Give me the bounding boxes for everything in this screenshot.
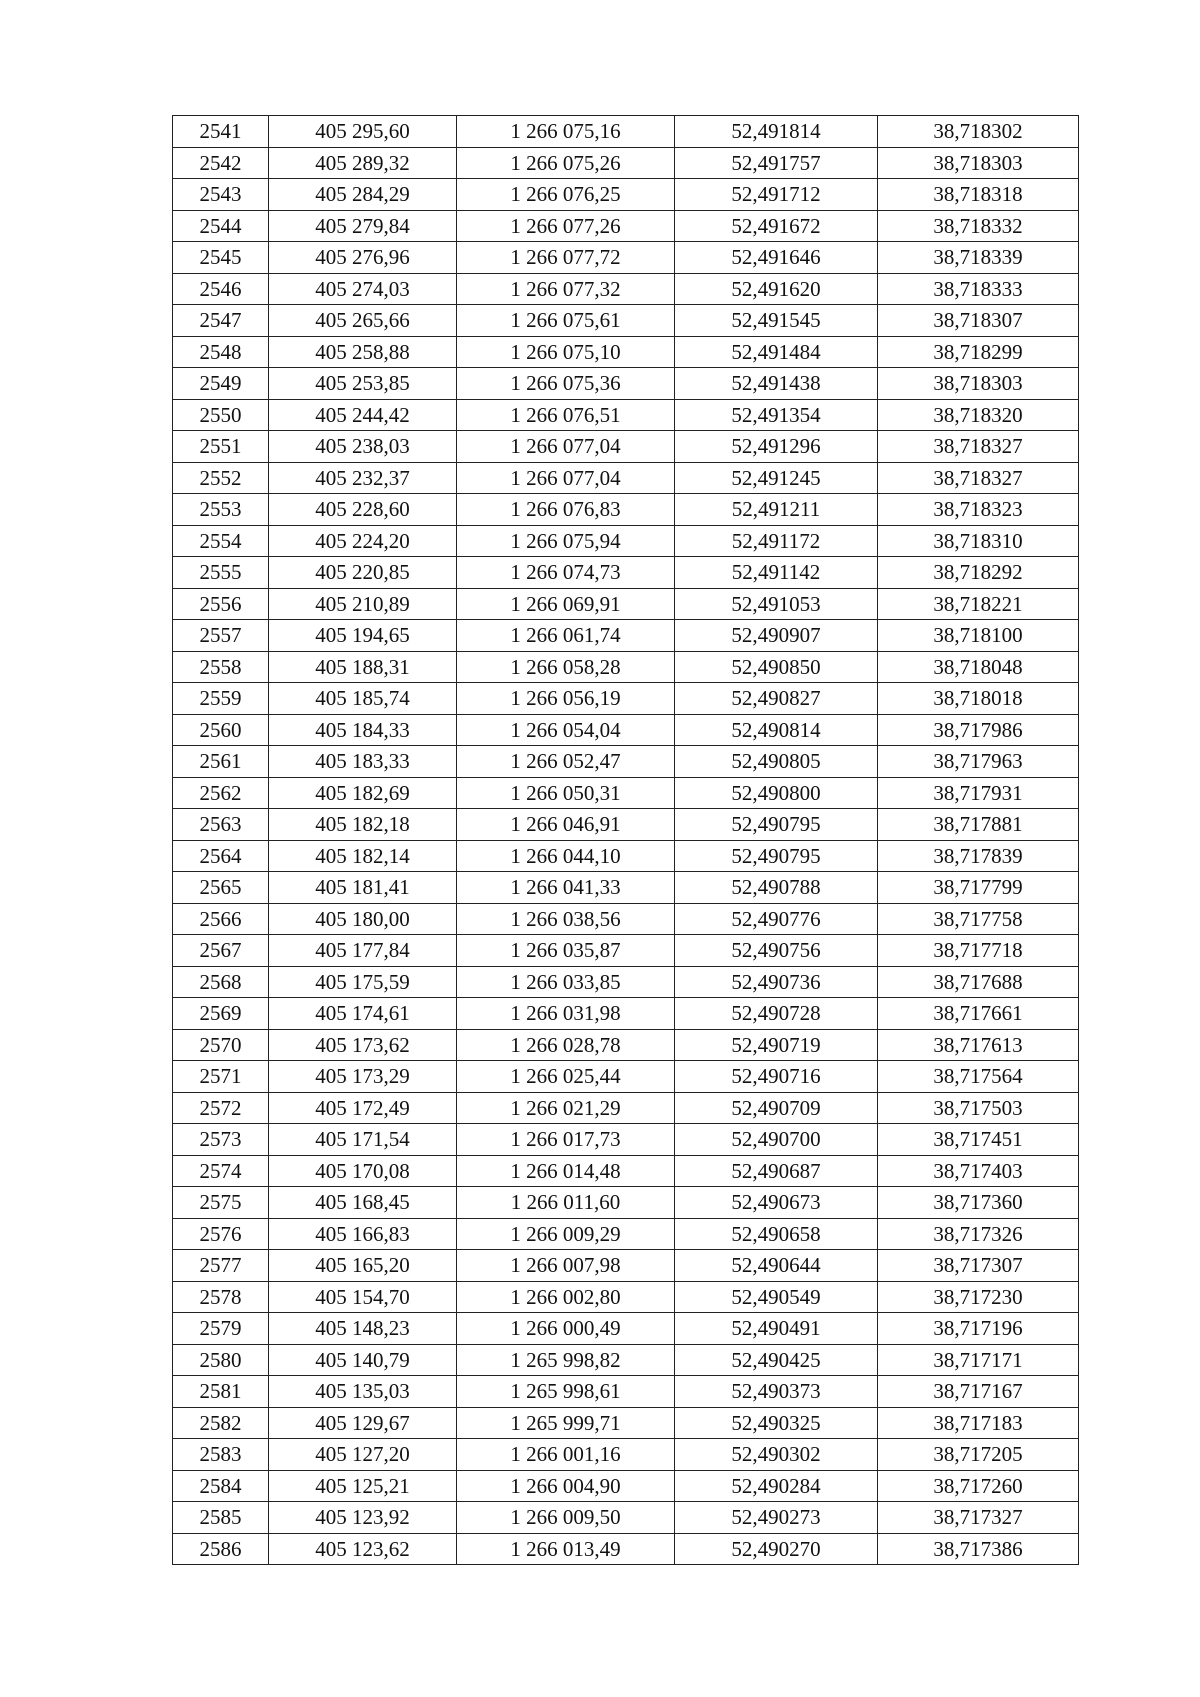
x-coordinate-cell: 405 210,89: [269, 588, 457, 620]
longitude-cell: 38,718221: [878, 588, 1079, 620]
latitude-cell: 52,490325: [675, 1407, 878, 1439]
point-number-cell: 2557: [173, 620, 269, 652]
y-coordinate-cell: 1 266 074,73: [457, 557, 675, 589]
longitude-cell: 38,718292: [878, 557, 1079, 589]
y-coordinate-cell: 1 266 041,33: [457, 872, 675, 904]
table-row: [173, 651, 1079, 683]
point-number-cell: 2585: [173, 1502, 269, 1534]
latitude-cell: 52,491142: [675, 557, 878, 589]
table-row: [173, 1029, 1079, 1061]
point-number-cell: 2564: [173, 840, 269, 872]
point-number-cell: 2577: [173, 1250, 269, 1282]
point-number-cell: 2569: [173, 998, 269, 1030]
longitude-cell: 38,717205: [878, 1439, 1079, 1471]
point-number-cell: 2566: [173, 903, 269, 935]
x-coordinate-cell: 405 154,70: [269, 1281, 457, 1313]
latitude-cell: 52,490425: [675, 1344, 878, 1376]
point-number-cell: 2553: [173, 494, 269, 526]
y-coordinate-cell: 1 265 998,61: [457, 1376, 675, 1408]
table-row: [173, 1533, 1079, 1565]
y-coordinate-cell: 1 266 075,94: [457, 525, 675, 557]
y-coordinate-cell: 1 266 031,98: [457, 998, 675, 1030]
y-coordinate-cell: 1 266 033,85: [457, 966, 675, 998]
latitude-cell: 52,490788: [675, 872, 878, 904]
longitude-cell: 38,717564: [878, 1061, 1079, 1093]
latitude-cell: 52,491712: [675, 179, 878, 211]
y-coordinate-cell: 1 266 075,61: [457, 305, 675, 337]
point-number-cell: 2542: [173, 147, 269, 179]
table-row: [173, 1313, 1079, 1345]
x-coordinate-cell: 405 258,88: [269, 336, 457, 368]
point-number-cell: 2551: [173, 431, 269, 463]
table-row: [173, 714, 1079, 746]
point-number-cell: 2558: [173, 651, 269, 683]
x-coordinate-cell: 405 182,14: [269, 840, 457, 872]
x-coordinate-cell: 405 174,61: [269, 998, 457, 1030]
y-coordinate-cell: 1 266 076,51: [457, 399, 675, 431]
longitude-cell: 38,718299: [878, 336, 1079, 368]
y-coordinate-cell: 1 266 077,26: [457, 210, 675, 242]
x-coordinate-cell: 405 276,96: [269, 242, 457, 274]
table-row: [173, 1250, 1079, 1282]
table-row: [173, 494, 1079, 526]
table-row: [173, 273, 1079, 305]
table-row: [173, 1376, 1079, 1408]
y-coordinate-cell: 1 266 077,04: [457, 431, 675, 463]
x-coordinate-cell: 405 188,31: [269, 651, 457, 683]
y-coordinate-cell: 1 266 058,28: [457, 651, 675, 683]
y-coordinate-cell: 1 266 009,29: [457, 1218, 675, 1250]
point-number-cell: 2563: [173, 809, 269, 841]
point-number-cell: 2560: [173, 714, 269, 746]
longitude-cell: 38,718323: [878, 494, 1079, 526]
latitude-cell: 52,490800: [675, 777, 878, 809]
longitude-cell: 38,717688: [878, 966, 1079, 998]
point-number-cell: 2583: [173, 1439, 269, 1471]
table-row: [173, 336, 1079, 368]
table-row: [173, 746, 1079, 778]
x-coordinate-cell: 405 123,92: [269, 1502, 457, 1534]
x-coordinate-cell: 405 185,74: [269, 683, 457, 715]
point-number-cell: 2543: [173, 179, 269, 211]
y-coordinate-cell: 1 266 075,36: [457, 368, 675, 400]
x-coordinate-cell: 405 168,45: [269, 1187, 457, 1219]
latitude-cell: 52,490814: [675, 714, 878, 746]
latitude-cell: 52,491484: [675, 336, 878, 368]
latitude-cell: 52,490373: [675, 1376, 878, 1408]
longitude-cell: 38,717613: [878, 1029, 1079, 1061]
longitude-cell: 38,718332: [878, 210, 1079, 242]
latitude-cell: 52,490673: [675, 1187, 878, 1219]
longitude-cell: 38,717183: [878, 1407, 1079, 1439]
y-coordinate-cell: 1 265 999,71: [457, 1407, 675, 1439]
point-number-cell: 2561: [173, 746, 269, 778]
x-coordinate-cell: 405 183,33: [269, 746, 457, 778]
x-coordinate-cell: 405 238,03: [269, 431, 457, 463]
y-coordinate-cell: 1 266 069,91: [457, 588, 675, 620]
longitude-cell: 38,717196: [878, 1313, 1079, 1345]
latitude-cell: 52,490700: [675, 1124, 878, 1156]
point-number-cell: 2568: [173, 966, 269, 998]
table-row: [173, 1155, 1079, 1187]
latitude-cell: 52,490709: [675, 1092, 878, 1124]
table-row: [173, 998, 1079, 1030]
latitude-cell: 52,490284: [675, 1470, 878, 1502]
y-coordinate-cell: 1 266 077,32: [457, 273, 675, 305]
latitude-cell: 52,490795: [675, 840, 878, 872]
table-row: [173, 399, 1079, 431]
y-coordinate-cell: 1 266 052,47: [457, 746, 675, 778]
point-number-cell: 2546: [173, 273, 269, 305]
table-row: [173, 683, 1079, 715]
longitude-cell: 38,718327: [878, 462, 1079, 494]
y-coordinate-cell: 1 266 077,04: [457, 462, 675, 494]
longitude-cell: 38,717839: [878, 840, 1079, 872]
point-number-cell: 2586: [173, 1533, 269, 1565]
table-row: [173, 1439, 1079, 1471]
latitude-cell: 52,490776: [675, 903, 878, 935]
latitude-cell: 52,490273: [675, 1502, 878, 1534]
y-coordinate-cell: 1 266 075,16: [457, 116, 675, 148]
table-row: [173, 305, 1079, 337]
x-coordinate-cell: 405 220,85: [269, 557, 457, 589]
longitude-cell: 38,717326: [878, 1218, 1079, 1250]
table-row: [173, 179, 1079, 211]
x-coordinate-cell: 405 289,32: [269, 147, 457, 179]
x-coordinate-cell: 405 295,60: [269, 116, 457, 148]
latitude-cell: 52,491757: [675, 147, 878, 179]
x-coordinate-cell: 405 125,21: [269, 1470, 457, 1502]
coordinates-table: [172, 115, 1079, 1565]
point-number-cell: 2544: [173, 210, 269, 242]
point-number-cell: 2567: [173, 935, 269, 967]
longitude-cell: 38,717260: [878, 1470, 1079, 1502]
latitude-cell: 52,491620: [675, 273, 878, 305]
longitude-cell: 38,718100: [878, 620, 1079, 652]
latitude-cell: 52,490805: [675, 746, 878, 778]
x-coordinate-cell: 405 173,29: [269, 1061, 457, 1093]
longitude-cell: 38,718333: [878, 273, 1079, 305]
x-coordinate-cell: 405 175,59: [269, 966, 457, 998]
y-coordinate-cell: 1 266 054,04: [457, 714, 675, 746]
y-coordinate-cell: 1 266 002,80: [457, 1281, 675, 1313]
table-row: [173, 620, 1079, 652]
longitude-cell: 38,718320: [878, 399, 1079, 431]
point-number-cell: 2581: [173, 1376, 269, 1408]
point-number-cell: 2570: [173, 1029, 269, 1061]
y-coordinate-cell: 1 266 075,26: [457, 147, 675, 179]
longitude-cell: 38,717403: [878, 1155, 1079, 1187]
latitude-cell: 52,491211: [675, 494, 878, 526]
latitude-cell: 52,490728: [675, 998, 878, 1030]
y-coordinate-cell: 1 266 021,29: [457, 1092, 675, 1124]
latitude-cell: 52,491545: [675, 305, 878, 337]
x-coordinate-cell: 405 181,41: [269, 872, 457, 904]
point-number-cell: 2556: [173, 588, 269, 620]
x-coordinate-cell: 405 232,37: [269, 462, 457, 494]
point-number-cell: 2555: [173, 557, 269, 589]
point-number-cell: 2582: [173, 1407, 269, 1439]
x-coordinate-cell: 405 123,62: [269, 1533, 457, 1565]
latitude-cell: 52,490491: [675, 1313, 878, 1345]
longitude-cell: 38,718303: [878, 147, 1079, 179]
x-coordinate-cell: 405 224,20: [269, 525, 457, 557]
latitude-cell: 52,491354: [675, 399, 878, 431]
latitude-cell: 52,491438: [675, 368, 878, 400]
y-coordinate-cell: 1 266 061,74: [457, 620, 675, 652]
y-coordinate-cell: 1 266 046,91: [457, 809, 675, 841]
x-coordinate-cell: 405 284,29: [269, 179, 457, 211]
point-number-cell: 2573: [173, 1124, 269, 1156]
table-row: [173, 840, 1079, 872]
longitude-cell: 38,717799: [878, 872, 1079, 904]
latitude-cell: 52,490549: [675, 1281, 878, 1313]
latitude-cell: 52,491053: [675, 588, 878, 620]
latitude-cell: 52,490756: [675, 935, 878, 967]
point-number-cell: 2547: [173, 305, 269, 337]
longitude-cell: 38,717167: [878, 1376, 1079, 1408]
latitude-cell: 52,490827: [675, 683, 878, 715]
point-number-cell: 2579: [173, 1313, 269, 1345]
longitude-cell: 38,717327: [878, 1502, 1079, 1534]
x-coordinate-cell: 405 177,84: [269, 935, 457, 967]
longitude-cell: 38,718048: [878, 651, 1079, 683]
latitude-cell: 52,490736: [675, 966, 878, 998]
longitude-cell: 38,717230: [878, 1281, 1079, 1313]
longitude-cell: 38,718018: [878, 683, 1079, 715]
x-coordinate-cell: 405 173,62: [269, 1029, 457, 1061]
x-coordinate-cell: 405 170,08: [269, 1155, 457, 1187]
latitude-cell: 52,490907: [675, 620, 878, 652]
table-row: [173, 588, 1079, 620]
longitude-cell: 38,717307: [878, 1250, 1079, 1282]
x-coordinate-cell: 405 172,49: [269, 1092, 457, 1124]
y-coordinate-cell: 1 265 998,82: [457, 1344, 675, 1376]
longitude-cell: 38,717986: [878, 714, 1079, 746]
table-row: [173, 809, 1079, 841]
longitude-cell: 38,718302: [878, 116, 1079, 148]
latitude-cell: 52,490687: [675, 1155, 878, 1187]
latitude-cell: 52,490302: [675, 1439, 878, 1471]
x-coordinate-cell: 405 135,03: [269, 1376, 457, 1408]
x-coordinate-cell: 405 180,00: [269, 903, 457, 935]
point-number-cell: 2548: [173, 336, 269, 368]
coordinates-table-body: [173, 116, 1079, 1565]
latitude-cell: 52,491245: [675, 462, 878, 494]
point-number-cell: 2584: [173, 1470, 269, 1502]
x-coordinate-cell: 405 194,65: [269, 620, 457, 652]
point-number-cell: 2572: [173, 1092, 269, 1124]
point-number-cell: 2574: [173, 1155, 269, 1187]
point-number-cell: 2562: [173, 777, 269, 809]
table-row: [173, 368, 1079, 400]
y-coordinate-cell: 1 266 011,60: [457, 1187, 675, 1219]
x-coordinate-cell: 405 279,84: [269, 210, 457, 242]
x-coordinate-cell: 405 274,03: [269, 273, 457, 305]
latitude-cell: 52,490716: [675, 1061, 878, 1093]
longitude-cell: 38,717661: [878, 998, 1079, 1030]
point-number-cell: 2576: [173, 1218, 269, 1250]
point-number-cell: 2575: [173, 1187, 269, 1219]
y-coordinate-cell: 1 266 028,78: [457, 1029, 675, 1061]
latitude-cell: 52,491672: [675, 210, 878, 242]
x-coordinate-cell: 405 228,60: [269, 494, 457, 526]
y-coordinate-cell: 1 266 056,19: [457, 683, 675, 715]
longitude-cell: 38,717718: [878, 935, 1079, 967]
point-number-cell: 2550: [173, 399, 269, 431]
table-row: [173, 1281, 1079, 1313]
longitude-cell: 38,718327: [878, 431, 1079, 463]
y-coordinate-cell: 1 266 038,56: [457, 903, 675, 935]
y-coordinate-cell: 1 266 044,10: [457, 840, 675, 872]
table-row: [173, 525, 1079, 557]
y-coordinate-cell: 1 266 013,49: [457, 1533, 675, 1565]
longitude-cell: 38,717451: [878, 1124, 1079, 1156]
x-coordinate-cell: 405 182,18: [269, 809, 457, 841]
x-coordinate-cell: 405 182,69: [269, 777, 457, 809]
table-row: [173, 1092, 1079, 1124]
point-number-cell: 2559: [173, 683, 269, 715]
latitude-cell: 52,490850: [675, 651, 878, 683]
table-row: [173, 431, 1079, 463]
x-coordinate-cell: 405 165,20: [269, 1250, 457, 1282]
y-coordinate-cell: 1 266 014,48: [457, 1155, 675, 1187]
point-number-cell: 2578: [173, 1281, 269, 1313]
latitude-cell: 52,491172: [675, 525, 878, 557]
point-number-cell: 2549: [173, 368, 269, 400]
table-row: [173, 777, 1079, 809]
latitude-cell: 52,491814: [675, 116, 878, 148]
y-coordinate-cell: 1 266 007,98: [457, 1250, 675, 1282]
table-row: [173, 935, 1079, 967]
longitude-cell: 38,717963: [878, 746, 1079, 778]
x-coordinate-cell: 405 265,66: [269, 305, 457, 337]
longitude-cell: 38,717881: [878, 809, 1079, 841]
x-coordinate-cell: 405 129,67: [269, 1407, 457, 1439]
point-number-cell: 2541: [173, 116, 269, 148]
longitude-cell: 38,718303: [878, 368, 1079, 400]
x-coordinate-cell: 405 140,79: [269, 1344, 457, 1376]
longitude-cell: 38,717386: [878, 1533, 1079, 1565]
table-row: [173, 1407, 1079, 1439]
point-number-cell: 2565: [173, 872, 269, 904]
table-row: [173, 903, 1079, 935]
y-coordinate-cell: 1 266 077,72: [457, 242, 675, 274]
longitude-cell: 38,717758: [878, 903, 1079, 935]
table-row: [173, 872, 1079, 904]
longitude-cell: 38,718339: [878, 242, 1079, 274]
y-coordinate-cell: 1 266 001,16: [457, 1439, 675, 1471]
x-coordinate-cell: 405 148,23: [269, 1313, 457, 1345]
table-row: [173, 116, 1079, 148]
longitude-cell: 38,717931: [878, 777, 1079, 809]
table-row: [173, 1187, 1079, 1219]
point-number-cell: 2545: [173, 242, 269, 274]
y-coordinate-cell: 1 266 004,90: [457, 1470, 675, 1502]
table-row: [173, 1218, 1079, 1250]
x-coordinate-cell: 405 184,33: [269, 714, 457, 746]
point-number-cell: 2571: [173, 1061, 269, 1093]
longitude-cell: 38,717360: [878, 1187, 1079, 1219]
point-number-cell: 2554: [173, 525, 269, 557]
x-coordinate-cell: 405 166,83: [269, 1218, 457, 1250]
table-row: [173, 1502, 1079, 1534]
latitude-cell: 52,491646: [675, 242, 878, 274]
table-row: [173, 462, 1079, 494]
y-coordinate-cell: 1 266 050,31: [457, 777, 675, 809]
y-coordinate-cell: 1 266 017,73: [457, 1124, 675, 1156]
longitude-cell: 38,718310: [878, 525, 1079, 557]
latitude-cell: 52,490795: [675, 809, 878, 841]
latitude-cell: 52,490270: [675, 1533, 878, 1565]
x-coordinate-cell: 405 127,20: [269, 1439, 457, 1471]
point-number-cell: 2580: [173, 1344, 269, 1376]
y-coordinate-cell: 1 266 075,10: [457, 336, 675, 368]
table-row: [173, 557, 1079, 589]
longitude-cell: 38,717171: [878, 1344, 1079, 1376]
table-row: [173, 1470, 1079, 1502]
latitude-cell: 52,491296: [675, 431, 878, 463]
x-coordinate-cell: 405 171,54: [269, 1124, 457, 1156]
latitude-cell: 52,490719: [675, 1029, 878, 1061]
longitude-cell: 38,718307: [878, 305, 1079, 337]
latitude-cell: 52,490658: [675, 1218, 878, 1250]
y-coordinate-cell: 1 266 035,87: [457, 935, 675, 967]
x-coordinate-cell: 405 253,85: [269, 368, 457, 400]
point-number-cell: 2552: [173, 462, 269, 494]
x-coordinate-cell: 405 244,42: [269, 399, 457, 431]
table-row: [173, 1061, 1079, 1093]
table-row: [173, 1344, 1079, 1376]
table-row: [173, 242, 1079, 274]
latitude-cell: 52,490644: [675, 1250, 878, 1282]
longitude-cell: 38,718318: [878, 179, 1079, 211]
y-coordinate-cell: 1 266 076,83: [457, 494, 675, 526]
table-row: [173, 966, 1079, 998]
y-coordinate-cell: 1 266 025,44: [457, 1061, 675, 1093]
longitude-cell: 38,717503: [878, 1092, 1079, 1124]
y-coordinate-cell: 1 266 000,49: [457, 1313, 675, 1345]
table-row: [173, 210, 1079, 242]
y-coordinate-cell: 1 266 076,25: [457, 179, 675, 211]
table-row: [173, 147, 1079, 179]
table-row: [173, 1124, 1079, 1156]
y-coordinate-cell: 1 266 009,50: [457, 1502, 675, 1534]
